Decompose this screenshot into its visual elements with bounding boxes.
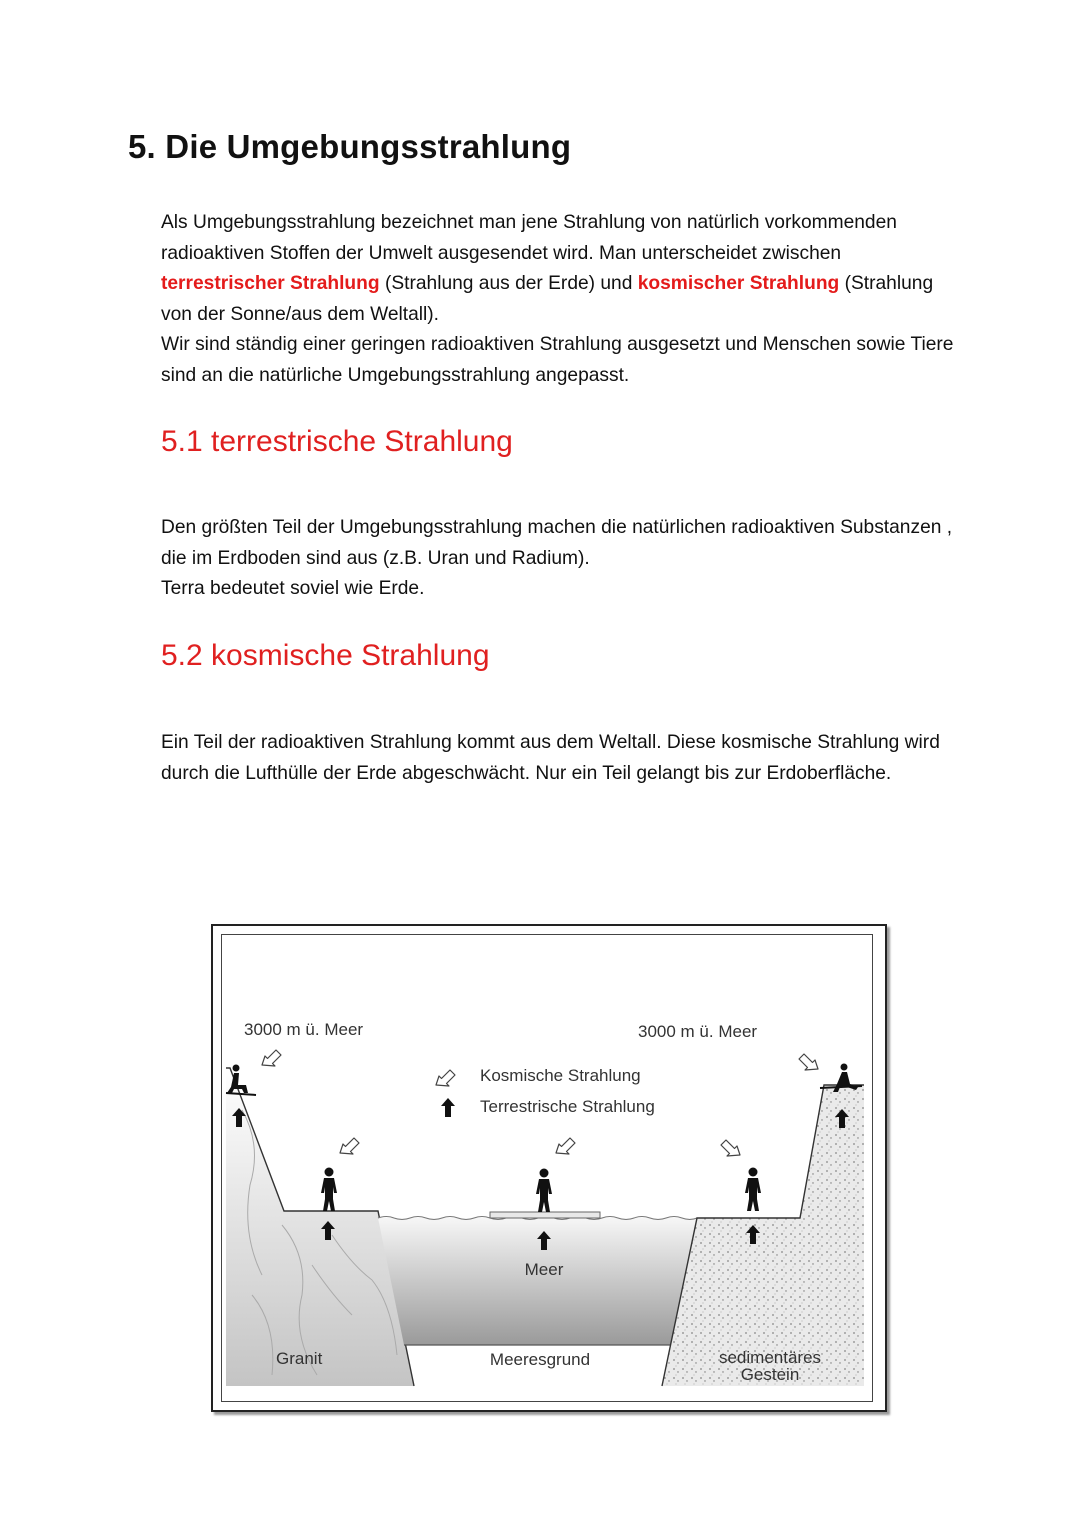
person-icon: [536, 1169, 552, 1213]
cosmic-ray-arrow-icon: [340, 1138, 359, 1154]
sea-label: Meer: [524, 1260, 564, 1279]
cosmic-ray-arrow-icon: [721, 1140, 740, 1156]
intro-paragraph: [161, 208, 961, 392]
figure-inner-border: [221, 934, 873, 1402]
cosmic-ray-arrow-icon: [262, 1050, 281, 1066]
legend-terrestrial-label: Terrestrische Strahlung: [480, 1097, 655, 1116]
sea: [378, 1218, 697, 1345]
left-altitude-label: 3000 m ü. Meer: [244, 1020, 364, 1039]
page-title: 5. Die Umgebungsstrahlung: [128, 128, 572, 165]
person-icon: [745, 1168, 761, 1212]
skier-icon: [820, 1064, 862, 1093]
intro-text-a: Als Umgebungsstrahlung bezeichnet man jene Strahlung von natürlich vorkommenden radioaktiven Stoffen der Umwelt ausgesendet wird. Man unterscheidet zwischen: [161, 212, 897, 264]
intro-text-c: (Strahlung von der Sonne/aus dem Weltall).: [161, 273, 934, 325]
cosmic-ray-arrow-icon: [799, 1054, 818, 1070]
intro-text-2: Wir sind ständig einer geringen radioaktiven Strahlung ausgesetzt und Menschen sowie Tiere sind an die natürliche Umgebungsstrahlung angepasst.: [161, 334, 954, 386]
seabed-label: Meeresgrund: [489, 1350, 591, 1369]
cosmic-paragraph: [161, 728, 961, 789]
terrestrial-text-1: Den größten Teil der Umgebungsstrahlung machen die natürlichen radioaktiven Substanzen , die im Erdboden sind aus (z.B. Uran und Radium).: [161, 517, 953, 569]
sediment-label-2: Gestein: [740, 1365, 800, 1384]
person-icon: [321, 1168, 337, 1212]
section-title-cosmic: 5.2 kosmische Strahlung: [161, 639, 490, 672]
radiation-figure: [211, 924, 887, 1412]
legend-cosmic-label: Kosmische Strahlung: [480, 1066, 641, 1085]
term-terrestrial: terrestrischer Strahlung: [161, 273, 380, 295]
granite-label: Granit: [276, 1349, 323, 1368]
legend-terrestrial-icon: [441, 1098, 455, 1117]
raft: [490, 1212, 600, 1218]
terrestrial-text-2: Terra bedeutet soviel wie Erde.: [161, 578, 425, 600]
term-cosmic: kosmischer Strahlung: [637, 273, 840, 295]
section-title-terrestrial: 5.1 terrestrische Strahlung: [161, 425, 513, 458]
intro-text-b: (Strahlung aus der Erde) und: [379, 273, 638, 295]
right-altitude-label: 3000 m ü. Meer: [638, 1022, 758, 1041]
terrestrial-paragraph: [161, 513, 961, 605]
sediment-label-1: sedimentäres: [718, 1348, 822, 1367]
cosmic-text-1: Ein Teil der radioaktiven Strahlung kommt aus dem Weltall. Diese kosmische Strahlung wird durch die Lufthülle der Erde abgeschwächt. Nur ein Teil gelangt bis zur Erdoberfläche.: [161, 732, 940, 784]
radiation-diagram: [222, 935, 872, 1401]
legend-cosmic-icon: [436, 1070, 455, 1086]
cosmic-ray-arrow-icon: [556, 1138, 575, 1154]
